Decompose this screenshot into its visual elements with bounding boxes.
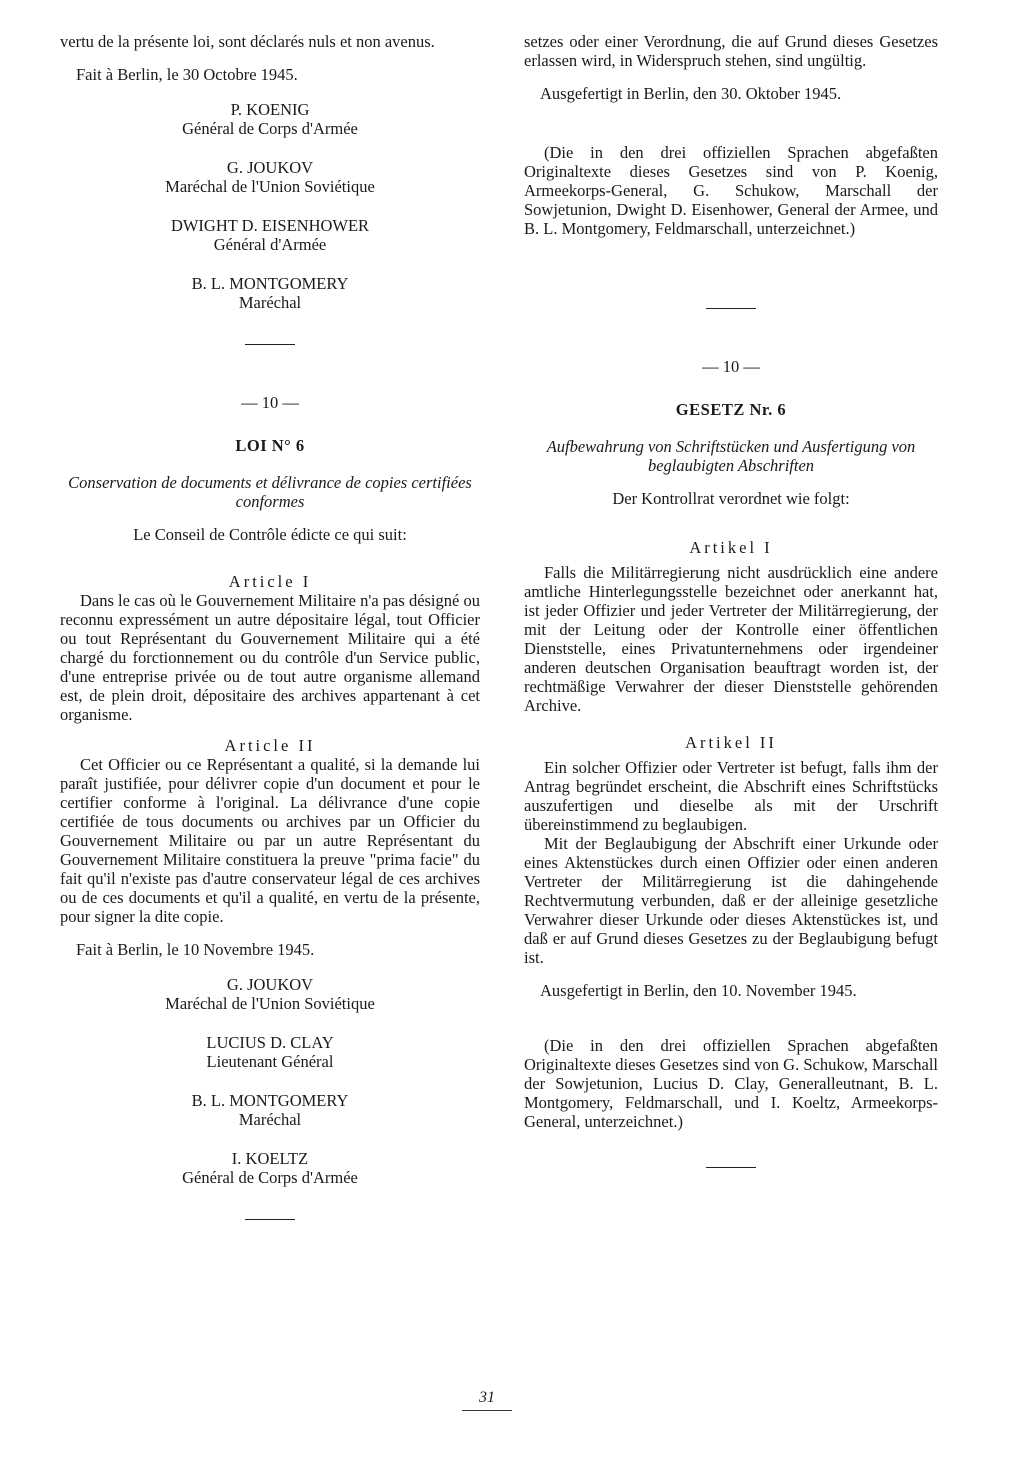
de-article-2-text-a: Ein solcher Offizier oder Vertreter ist befugt, falls ihm der Antrag begründet erscheint, die Abschrift eines Schriftstücks auszufertigen und dieselbe als mit der Urschrift übereinstimmend zu beglaubigen.	[524, 758, 938, 834]
de-signatory-note-1: (Die in den drei offiziellen Sprachen abgefaßten Originaltexte dieses Gesetzes sind von P. Koenig, Armeekorps-General, G. Schukow, Marschall der Sowjetunion, Dwight D. Eisenhower, General der Armee, und B. L. Montgomery, Feldmarschall, unterzeichnet.)	[524, 143, 938, 238]
signatory-title: Lieutenant Général	[206, 1052, 334, 1071]
signatory-title: Maréchal de l'Union Soviétique	[165, 177, 375, 196]
signatory-title: Général de Corps d'Armée	[182, 1168, 358, 1187]
german-column	[524, 32, 938, 1168]
fr-article-1-heading: Article I	[228, 572, 312, 591]
de-section-number: — 10 —	[702, 357, 760, 376]
fr-signature-block-2	[60, 158, 480, 196]
fr-signature-block-5	[60, 975, 480, 1013]
de-article-2-heading: Artikel II	[685, 733, 777, 752]
fr-article-2-text: Cet Officier ou ce Représentant a qualité, si la demande lui paraît justifiée, pour délivrer copie d'un document et pour le certifier conforme à l'original. La délivrance d'une copie certifiée de tous documents ou archives par un Officier du Gouvernement Militaire ou par un autre Représentant du Gouvernement Militaire constituera la preuve "prima facie" du fait qu'il n'existe pas d'autre conservateur légal de ces archives ou de ces documents et qu'il a qualité, en vertu de la présente, pour signer la dite copie.	[60, 755, 480, 926]
section-divider	[706, 308, 756, 309]
fr-continuation-paragraph: vertu de la présente loi, sont déclarés nuls et non avenus.	[60, 32, 435, 51]
fr-signature-block-4	[60, 274, 480, 312]
de-law-subtitle: Aufbewahrung von Schriftstücken und Ausfertigung von beglaubigten Abschriften	[546, 437, 916, 475]
french-column	[60, 32, 480, 1220]
signatory-name: G. JOUKOV	[226, 158, 314, 177]
fr-section-number: — 10 —	[241, 393, 299, 412]
fr-signature-block-3	[60, 216, 480, 254]
signatory-name: G. JOUKOV	[226, 975, 314, 994]
de-signatory-note-2: (Die in den drei offiziellen Sprachen abgefaßten Originaltexte dieses Gesetzes sind von G. Schukow, Marschall der Sowjetunion, Lucius D. Clay, Generalleutnant, B. L. Montgomery, Feldmarschall, und I. Koeltz, Armeekorps-General, unterzeichnet.)	[524, 1036, 938, 1131]
section-divider	[245, 1219, 295, 1220]
de-continuation-paragraph: setzes oder einer Verordnung, die auf Grund dieses Gesetzes erlassen wird, in Widerspruch stehen, sind ungültig.	[524, 32, 938, 70]
de-intro: Der Kontrollrat verordnet wie folgt:	[612, 489, 850, 508]
page-number: 31	[462, 1388, 512, 1411]
fr-article-2-heading: Article II	[224, 736, 316, 755]
fr-signature-block-8	[60, 1149, 480, 1187]
signatory-name: LUCIUS D. CLAY	[206, 1033, 334, 1052]
fr-signature-block-1	[60, 100, 480, 138]
signatory-name: P. KOENIG	[230, 100, 310, 119]
signatory-title: Maréchal	[238, 1110, 302, 1129]
fr-intro: Le Conseil de Contrôle édicte ce qui suit:	[133, 525, 407, 544]
fr-article-1-text: Dans le cas où le Gouvernement Militaire n'a pas désigné ou reconnu expressément un autre dépositaire légal, tout Officier ou tout Représentant du Gouvernement Militaire qui a été chargé du forctionnement ou du contrôle d'un Service public, d'une entreprise privée ou de tout autre organisme allemand est, de plein droit, dépositaire des archives appartenant à cet organisme.	[60, 591, 480, 724]
de-article-1-text: Falls die Militärregierung nicht ausdrücklich eine andere amtliche Hinterlegungsstelle bezeichnet oder anerkannt hat, ist jeder Offizier und jeder Vertreter der Militärregierung, der mit der Leitung oder der Kontrolle einer öffentlichen Dienststelle, eines Privatunternehmens oder irgendeiner anderen deutschen Organisation beauftragt worden ist, der rechtmäßige Verwahrer der dieser Dienststelle gehörenden Archive.	[524, 563, 938, 715]
signatory-title: Maréchal	[238, 293, 302, 312]
section-divider	[706, 1167, 756, 1168]
signatory-name: B. L. MONTGOMERY	[191, 1091, 349, 1110]
de-date-2: Ausgefertigt in Berlin, den 10. November 1945.	[540, 981, 857, 1000]
fr-signature-block-6	[60, 1033, 480, 1071]
de-article-2-text-b: Mit der Beglaubigung der Abschrift einer Urkunde oder eines Aktenstückes durch einen Offizier oder einen anderen Vertreter der Militärregierung ist die dahingehende Rechtvermutung verbunden, daß er der alleinige gesetzliche Verwahrer dieser Urkunde oder dieses Aktenstückes ist, und daß er auf Grund dieses Gesetzes zu der Beglaubigung befugt ist.	[524, 834, 938, 967]
signatory-name: I. KOELTZ	[231, 1149, 309, 1168]
fr-date-2: Fait à Berlin, le 10 Novembre 1945.	[76, 940, 315, 959]
signatory-title: Maréchal de l'Union Soviétique	[165, 994, 375, 1013]
fr-law-subtitle: Conservation de documents et délivrance de copies certifiées conformes	[68, 473, 472, 511]
de-law-title: GESETZ Nr. 6	[675, 400, 787, 419]
signatory-title: Général d'Armée	[213, 235, 327, 254]
signatory-title: Général de Corps d'Armée	[182, 119, 358, 138]
signatory-name: DWIGHT D. EISENHOWER	[170, 216, 370, 235]
fr-signature-block-7	[60, 1091, 480, 1129]
section-divider	[245, 344, 295, 345]
de-date-1: Ausgefertigt in Berlin, den 30. Oktober 1945.	[540, 84, 842, 103]
fr-law-title: LOI N° 6	[235, 436, 305, 455]
fr-date-1: Fait à Berlin, le 30 Octobre 1945.	[76, 65, 298, 84]
de-article-1-heading: Artikel I	[689, 538, 773, 557]
signatory-name: B. L. MONTGOMERY	[191, 274, 349, 293]
